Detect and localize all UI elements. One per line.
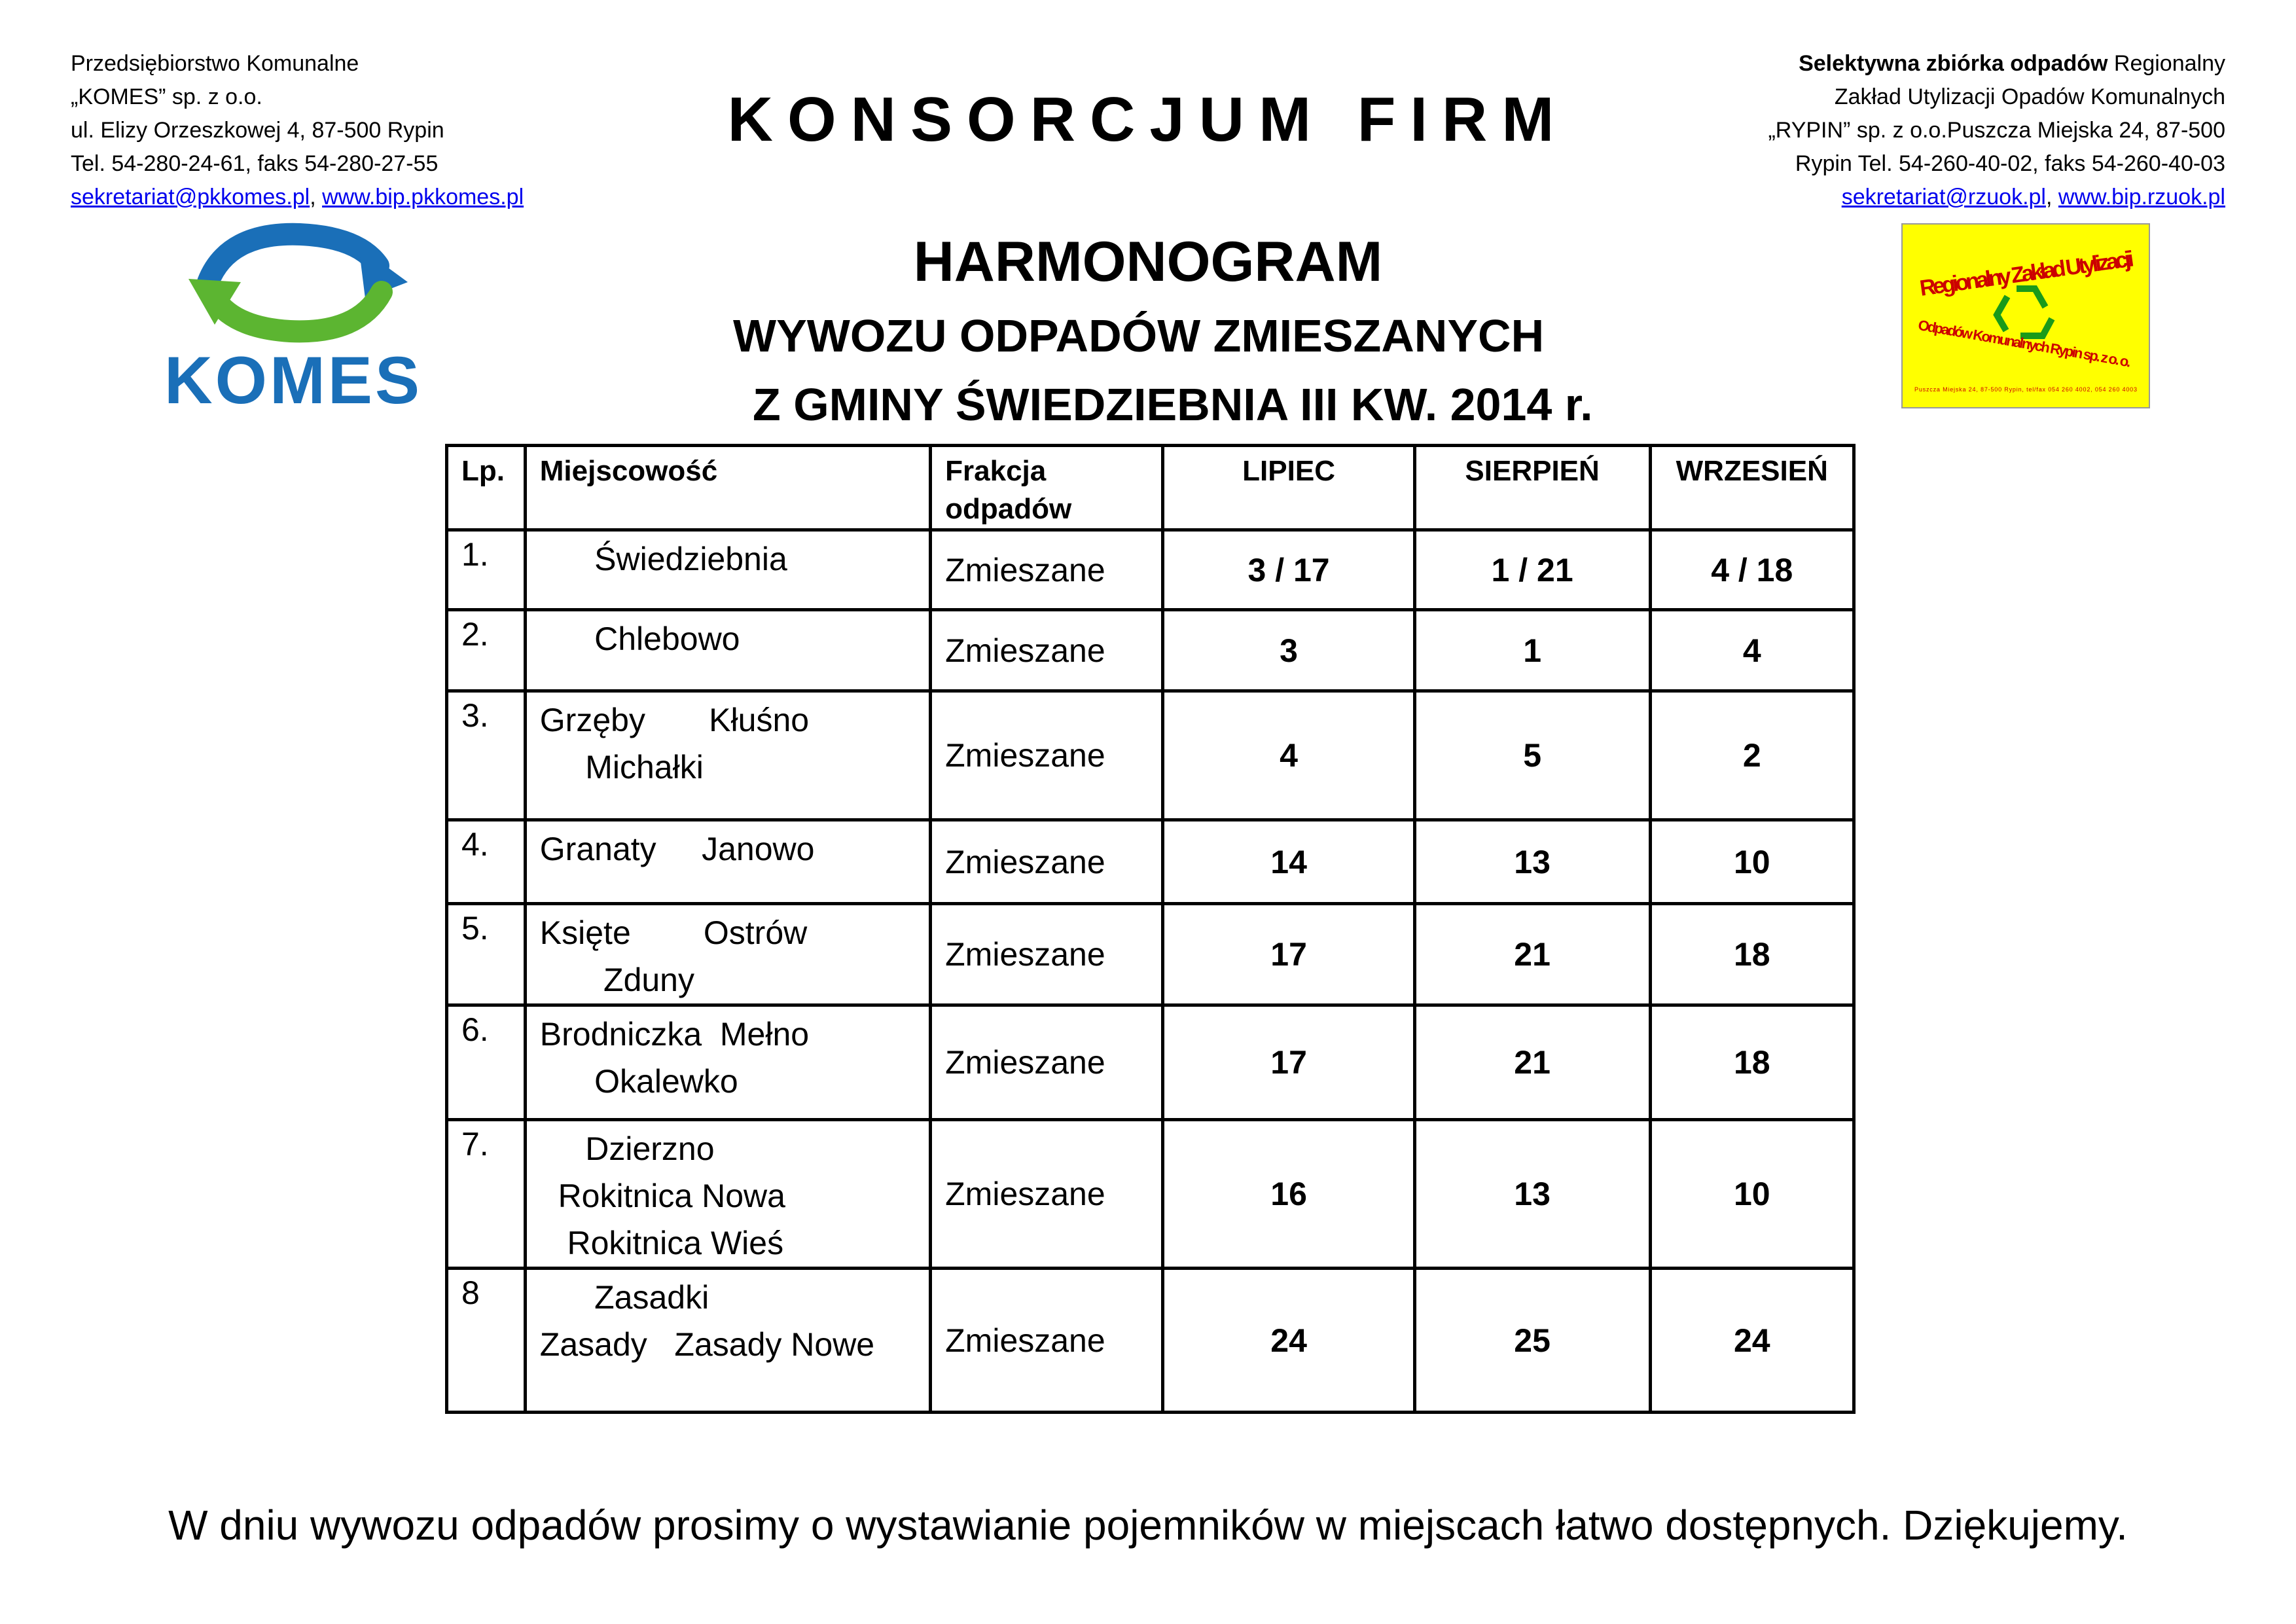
row-number: 6. xyxy=(447,1005,526,1120)
location-cell xyxy=(525,1269,930,1413)
september-date-cell: 4 / 18 xyxy=(1650,530,1854,610)
july-date-cell: 3 xyxy=(1163,610,1414,691)
august-date-cell: 21 xyxy=(1414,904,1650,1005)
location-name: Świedziebnia xyxy=(539,541,787,577)
fraction-cell: Zmieszane xyxy=(931,1120,1163,1269)
july-date-cell: 24 xyxy=(1163,1269,1414,1413)
fraction-cell: Zmieszane xyxy=(931,691,1163,820)
fraction-header-line: Frakcja xyxy=(945,455,1047,487)
august-date-cell: 13 xyxy=(1414,1120,1650,1269)
august-date-cell: 13 xyxy=(1414,820,1650,904)
table-row xyxy=(447,530,1854,610)
location-name: Okalewko xyxy=(539,1063,738,1100)
july-date-cell: 17 xyxy=(1163,1005,1414,1120)
table-row xyxy=(447,691,1854,820)
location-cell xyxy=(525,1005,930,1120)
column-header-lp: Lp. xyxy=(447,446,526,530)
location-name: Brodniczka Mełno xyxy=(539,1016,810,1053)
row-number: 4. xyxy=(447,820,526,904)
location-name: Chlebowo xyxy=(539,621,740,657)
left-company-address: ul. Elizy Orzeszkowej 4, 87-500 Rypin xyxy=(71,118,444,143)
fraction-cell: Zmieszane xyxy=(931,610,1163,691)
rzuo-logo-address: Puszcza Miejska 24, 87-500 Rypin, tel/fax 054 260 4002, 054 260 4003 xyxy=(1914,386,2137,393)
recycle-arrows-icon xyxy=(149,220,437,344)
right-company-line-rest: Regionalny xyxy=(2108,51,2225,76)
row-number: 5. xyxy=(447,904,526,1005)
august-date-cell: 1 / 21 xyxy=(1414,530,1650,610)
fraction-cell: Zmieszane xyxy=(931,530,1163,610)
consortium-heading: KONSORCJUM FIRM xyxy=(727,84,1569,154)
fraction-cell: Zmieszane xyxy=(931,1269,1163,1413)
right-company-links xyxy=(1636,181,2225,214)
location-cell xyxy=(525,1120,930,1269)
schedule-table xyxy=(445,444,1856,1414)
right-company-address: „RYPIN” sp. z o.o.Puszcza Miejska 24, 87-500 xyxy=(1768,118,2225,143)
location-cell xyxy=(525,691,930,820)
table-row xyxy=(447,820,1854,904)
row-number: 1. xyxy=(447,530,526,610)
location-name: Rokitnica Wieś xyxy=(539,1225,784,1261)
rzuo-recycle-icon xyxy=(1903,225,2149,407)
location-cell xyxy=(525,904,930,1005)
fraction-cell: Zmieszane xyxy=(931,904,1163,1005)
location-name: Zduny xyxy=(539,962,694,998)
left-email-link[interactable]: sekretariat@pkkomes.pl xyxy=(71,185,310,209)
august-date-cell: 25 xyxy=(1414,1269,1650,1413)
komes-logo xyxy=(149,220,437,416)
july-date-cell: 14 xyxy=(1163,820,1414,904)
rzuo-logo-top-text: Regionalny Zakład Utylizacji xyxy=(1918,246,2136,301)
location-name: Rokitnica Nowa xyxy=(539,1178,785,1214)
july-date-cell: 17 xyxy=(1163,904,1414,1005)
location-name: Michałki xyxy=(539,749,704,785)
july-date-cell: 16 xyxy=(1163,1120,1414,1269)
location-cell xyxy=(525,530,930,610)
table-row xyxy=(447,1005,1854,1120)
komes-wordmark: KOMES xyxy=(164,343,423,418)
september-date-cell: 4 xyxy=(1650,610,1854,691)
column-header-july: LIPIEC xyxy=(1163,446,1414,530)
september-date-cell: 24 xyxy=(1650,1269,1854,1413)
location-name: Księte Ostrów xyxy=(539,914,808,951)
table-row xyxy=(447,1269,1854,1413)
right-www-link[interactable]: www.bip.rzuok.pl xyxy=(2058,185,2225,209)
july-date-cell: 4 xyxy=(1163,691,1414,820)
table-row xyxy=(447,610,1854,691)
row-number: 8 xyxy=(447,1269,526,1413)
location-name: Zasady Zasady Nowe xyxy=(539,1326,875,1363)
august-date-cell: 1 xyxy=(1414,610,1650,691)
fraction-header-line: odpadów xyxy=(945,493,1072,525)
location-cell xyxy=(525,820,930,904)
rzuo-logo-bottom-text: Odpadów Komunalnych Rypin sp. z o. o. xyxy=(1916,316,2133,370)
september-date-cell: 2 xyxy=(1650,691,1854,820)
left-company-links xyxy=(71,181,660,214)
august-date-cell: 5 xyxy=(1414,691,1650,820)
september-date-cell: 10 xyxy=(1650,820,1854,904)
link-separator: , xyxy=(310,185,323,209)
column-header-location: Miejscowość xyxy=(525,446,930,530)
table-header-row xyxy=(447,446,1854,530)
location-name: Dzierzno xyxy=(539,1130,715,1167)
left-company-line: „KOMES” sp. z o.o. xyxy=(71,84,262,109)
footer-note: W dniu wywozu odpadów prosimy o wystawianie pojemników w miejscach łatwo dostępnych. Dziękujemy. xyxy=(168,1502,2128,1549)
right-company-phone: Rypin Tel. 54-260-40-02, faks 54-260-40-03 xyxy=(1795,151,2225,176)
link-separator: , xyxy=(2045,185,2058,209)
row-number: 7. xyxy=(447,1120,526,1269)
table-row xyxy=(447,904,1854,1005)
fraction-cell: Zmieszane xyxy=(931,1005,1163,1120)
right-company-line-bold: Selektywna zbiórka odpadów xyxy=(1799,51,2108,76)
july-date-cell: 3 / 17 xyxy=(1163,530,1414,610)
right-company-line: Zakład Utylizacji Opadów Komunalnych xyxy=(1834,84,2225,109)
page-title: HARMONOGRAM xyxy=(913,230,1383,293)
september-date-cell: 18 xyxy=(1650,904,1854,1005)
page-subtitle: WYWOZU ODPADÓW ZMIESZANYCH xyxy=(733,310,1545,361)
right-company-line xyxy=(1636,47,2225,81)
location-cell xyxy=(525,610,930,691)
left-company-phone: Tel. 54-280-24-61, faks 54-280-27-55 xyxy=(71,151,439,176)
september-date-cell: 18 xyxy=(1650,1005,1854,1120)
left-www-link[interactable]: www.bip.pkkomes.pl xyxy=(322,185,524,209)
row-number: 2. xyxy=(447,610,526,691)
rzuo-logo xyxy=(1901,223,2150,408)
table-row xyxy=(447,1120,1854,1269)
august-date-cell: 21 xyxy=(1414,1005,1650,1120)
column-header-september: WRZESIEŃ xyxy=(1650,446,1854,530)
location-name: Granaty Janowo xyxy=(539,831,815,867)
location-name: Zasadki xyxy=(539,1279,709,1316)
row-number: 3. xyxy=(447,691,526,820)
column-header-fraction xyxy=(931,446,1163,530)
column-header-august: SIERPIEŃ xyxy=(1414,446,1650,530)
table-body xyxy=(447,530,1854,1413)
september-date-cell: 10 xyxy=(1650,1120,1854,1269)
location-name: Grzęby Kłuśno xyxy=(539,702,810,738)
right-email-link[interactable]: sekretariat@rzuok.pl xyxy=(1841,185,2046,209)
page-subtitle-period: Z GMINY ŚWIEDZIEBNIA III KW. 2014 r. xyxy=(753,379,1593,430)
left-company-line: Przedsiębiorstwo Komunalne xyxy=(71,51,359,76)
fraction-cell: Zmieszane xyxy=(931,820,1163,904)
